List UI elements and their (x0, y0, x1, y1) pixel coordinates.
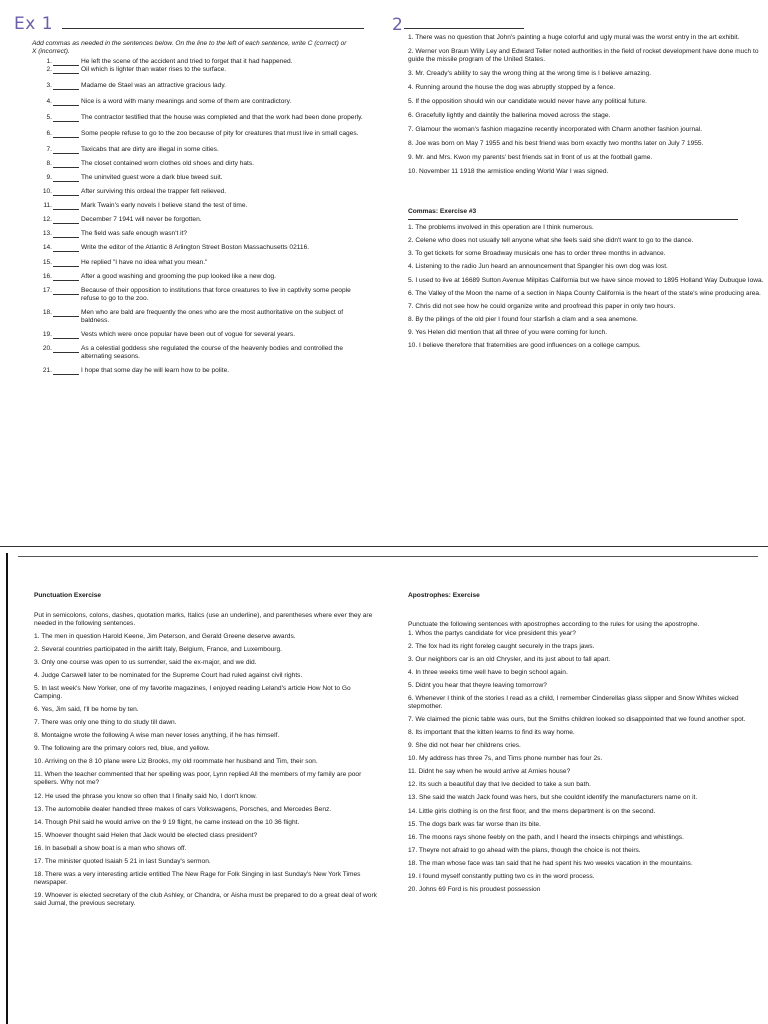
item-text: Men who are bald are frequently the ones who are the most authoritative on the subject of baldness. (81, 308, 344, 324)
header-rule (62, 28, 364, 29)
exercise-item (12, 82, 364, 90)
exercise-item (12, 273, 364, 281)
item-number: 17. (42, 286, 52, 294)
item-text: Vests which were once popular have been out of vogue for several years. (81, 330, 296, 338)
exercise-1-header (12, 16, 364, 36)
answer-blank[interactable] (53, 202, 79, 210)
exercise-item (12, 114, 364, 122)
exercise-item: 11. When the teacher commented that her spelling was poor, Lynn replied All the members of my family are poor spellers. Why not me? (34, 771, 362, 787)
exercise-item: 1. Whos the partys candidate for vice president this year? (408, 630, 576, 638)
handwritten-label-ex2: 2 (392, 15, 404, 35)
exercise-item (12, 331, 364, 339)
exercise-item: 4. Judge Carswell later to be nominated for the Supreme Court had ruled against civil rights. (34, 672, 303, 680)
exercise-item: 10. My address has three 7s, and Tims phone number has four 2s. (408, 755, 603, 763)
item-number: 9. (46, 174, 52, 182)
item-number: 15. (42, 258, 52, 266)
punctuation-instructions: Put in semicolons, colons, dashes, quotation marks, Italics (use an underline), and parentheses where ever they are needed in the following sentences. (34, 612, 373, 628)
exercise-item: 10. Arriving on the 8 10 plane were Liz Brooks, my old roommate her husband and Tim, their son. (34, 758, 318, 766)
item-number: 10. (42, 188, 52, 196)
exercise-item: 11. Didnt he say when he would arrive at Arnies house? (408, 768, 571, 776)
answer-blank[interactable] (53, 98, 79, 106)
item-text: As a celestial goddess she regulated the course of the heavenly bodies and controlled the alternating seasons. (81, 344, 344, 360)
answer-blank[interactable] (53, 259, 79, 267)
punctuation-title: Punctuation Exercise (34, 592, 102, 599)
exercise-item: 10. I believe therefore that fraternities are good influences on a college campus. (408, 341, 641, 349)
item-number: 13. (42, 230, 52, 238)
exercise-item: 9. Yes Helen did mention that all three of you were coming for lunch. (408, 328, 608, 336)
answer-blank[interactable] (53, 216, 79, 224)
answer-blank[interactable] (53, 114, 79, 122)
item-text: The uninvited guest wore a dark blue tweed suit. (81, 174, 223, 182)
exercise-item: 4. Running around the house the dog was abruptly stopped by a fence. (408, 84, 616, 92)
header-rule (404, 28, 524, 29)
item-number: 21. (42, 366, 52, 374)
item-number: 4. (46, 98, 52, 106)
exercise-item: 8. Montaigne wrote the following A wise man never loses anything, if he has himself. (34, 732, 280, 740)
exercise-item (12, 244, 364, 252)
exercise-item (12, 287, 364, 303)
exercise-item: 5. If the opposition should win our candidate would never have any political future. (408, 98, 647, 106)
item-number: 14. (42, 244, 52, 252)
exercise-item: 19. Whoever is elected secretary of the club Ashley, or Chandra, or Aisha must be prepared to do a great deal of work said Jumal, the previous secretary. (34, 891, 377, 907)
punctuation-exercise (34, 592, 379, 913)
item-number: 8. (46, 160, 52, 168)
section-rule (408, 219, 738, 220)
exercise-2-header (392, 15, 764, 35)
exercise-item (12, 216, 364, 224)
exercise-item: 6. Whenever I think of the stories I read as a child, I remember Cinderellas glass slipper and Snow Whites wicked stepmother. (408, 695, 739, 711)
item-text: The field was safe enough wasn't it? (81, 230, 188, 238)
exercise-item: 6. Gracefully lightly and daintily the ballerina moved across the stage. (408, 112, 611, 120)
exercise-item: 6. The Valley of the Moon the name of a section in Napa County California is the heart of the state's wine producing area. (408, 289, 761, 297)
exercise-item: 9. She did not hear her childrens cries. (408, 742, 521, 750)
item-text: He replied "I have no idea what you mean." (81, 258, 208, 266)
comma-exercise-2 (392, 15, 764, 355)
item-number: 6. (46, 130, 52, 138)
exercise-item: 12. He used the phrase you know so often that I finally said No, I don't know. (34, 792, 258, 800)
item-number: 11. (43, 202, 52, 210)
item-text: December 7 1941 will never be forgotten. (81, 216, 202, 224)
item-text: Because of their opposition to institutions that force creatures to live in captivity some people refuse to go to the zoo. (81, 286, 351, 302)
item-number: 1. (46, 58, 52, 66)
item-text: Nice is a word with many meanings and some of them are contradictory. (81, 98, 292, 106)
exercise-item: 8. Joe was born on May 7 1955 and his best friend was born exactly two months later on July 7 1955. (408, 140, 704, 148)
answer-blank[interactable] (53, 309, 79, 317)
answer-blank[interactable] (53, 331, 79, 339)
exercise-item: 5. In last week's New Yorker, one of my favorite magazines, I enjoyed reading Leland's article How Not to Go Camping. (34, 685, 351, 701)
exercise-item: 2. Several countries participated in the airlift Italy, Belgium, France, and Luxembourg. (34, 646, 283, 654)
answer-blank[interactable] (53, 66, 79, 74)
exercise-item: 19. I found myself constantly putting two cs in the word process. (408, 872, 595, 880)
answer-blank[interactable] (53, 82, 79, 90)
item-text: Taxicabs that are dirty are illegal in some cities. (81, 146, 219, 154)
exercise-item: 7. We claimed the picnic table was ours, but the Smiths children looked so disappointed that we found another spot. (408, 716, 746, 724)
answer-blank[interactable] (53, 367, 79, 375)
exercise-item: 16. The moons rays shone feebly on the path, and I heard the insects chirpings and whistlings. (408, 833, 684, 841)
exercise-item: 18. There was a very interesting article entitled The New Rage for Folk Singing in last Sunday's New York Times newspaper. (34, 870, 361, 886)
exercise-item (12, 146, 364, 154)
answer-blank[interactable] (53, 287, 79, 295)
exercise-item (12, 98, 364, 106)
answer-blank[interactable] (53, 230, 79, 238)
answer-blank[interactable] (53, 160, 79, 168)
exercise-item: 7. Glamour the woman's fashion magazine recently incorporated with Charm another fashion journal. (408, 126, 703, 134)
answer-blank[interactable] (53, 174, 79, 182)
exercise-item: 10. November 11 1918 the armistice ending World War I was signed. (408, 168, 609, 176)
exercise-item (12, 367, 364, 375)
exercise-item: 6. Yes, Jim said, I'll be home by ten. (34, 706, 139, 714)
item-number: 20. (42, 344, 52, 352)
punctuation-list (34, 633, 379, 908)
apostrophes-instructions: Punctuate the following sentences with apostrophes according to the rules for using the apostrophe. (408, 621, 700, 629)
exercise-item: 17. Theyre not afraid to go ahead with the plans, though the choice is not theirs. (408, 846, 641, 854)
exercise-item: 8. Its important that the kitten learns to find its way home. (408, 729, 575, 737)
exercise-item: 9. The following are the primary colors red, blue, and yellow. (34, 745, 210, 753)
exercise-item (12, 160, 364, 168)
item-text: After surviving this ordeal the trapper felt relieved. (81, 188, 227, 196)
exercise-item: 2. Celene who does not usually tell anyone what she feels said she didn't want to go to the dance. (408, 237, 694, 245)
answer-blank[interactable] (53, 188, 79, 196)
exercise-item (12, 66, 364, 74)
exercise-item: 20. Johns 69 Ford is his proudest possession (408, 885, 541, 893)
item-number: 7. (46, 146, 52, 154)
item-number: 2. (46, 66, 52, 74)
exercise-item: 3. Only one course was open to us surrender, said the ex-major, and we did. (34, 659, 257, 667)
answer-blank[interactable] (53, 58, 79, 66)
exercise-3-title: Commas: Exercise #3 (408, 208, 477, 216)
exercise-item: 15. The dogs bark was far worse than its bite. (408, 820, 541, 828)
item-number: 18. (42, 308, 52, 316)
page-divider (0, 546, 768, 547)
answer-blank[interactable] (53, 130, 79, 138)
exercise-item (12, 58, 364, 66)
exercise-item: 16. In baseball a show boat is a man who shows off. (34, 844, 187, 852)
exercise-item: 1. The men in question Harold Keene, Jim Peterson, and Gerald Greene deserve awards. (34, 633, 296, 641)
exercise-item: 4. In three weeks time well have to begin school again. (408, 669, 568, 677)
exercise-item: 3. To get tickets for some Broadway musicals one has to order three months in advance. (408, 250, 666, 258)
item-text: Some people refuse to go to the zoo because of pity for creatures that must live in small cages. (81, 130, 359, 138)
item-number: 3. (46, 82, 52, 90)
exercise-item: 3. Mr. Cready's ability to say the wrong thing at the wrong time is I believe amazing. (408, 70, 652, 78)
item-text: Madame de Stael was an attractive gracious lady. (81, 82, 227, 90)
item-text: Write the editor of the Atlantic 8 Arlington Street Boston Massachusetts 02116. (81, 244, 310, 252)
exercise-item (12, 174, 364, 182)
exercise-item (12, 259, 364, 267)
answer-blank[interactable] (53, 345, 79, 353)
exercise-item: 5. Didnt you hear that theyre leaving tomorrow? (408, 682, 547, 690)
exercise-2-list (392, 34, 764, 176)
exercise-item (12, 202, 364, 210)
exercise-item: 1. There was no question that John's painting a huge colorful and ugly mural was the worst entry in the art exhibit. (408, 34, 740, 41)
exercise-item: 9. Mr. and Mrs. Kwon my parents' best friends sat in front of us at the football game. (408, 154, 653, 162)
exercise-item (12, 345, 364, 361)
item-text: The contractor testified that the house was completed and that the work had been done properly. (81, 114, 363, 122)
exercise-1-list (12, 58, 364, 375)
item-text: After a good washing and grooming the pup looked like a new dog. (81, 272, 277, 280)
exercise-item: 7. There was only one thing to do study till dawn. (34, 719, 177, 727)
exercise-item: 14. Little girls clothing is on the first floor, and the mens department is on the second. (408, 807, 656, 815)
exercise-item: 14. Though Phil said he would arrive on the 9 19 flight, he came instead on the 10 36 flight. (34, 818, 300, 826)
scan-page-edge (6, 553, 8, 1024)
exercise-item: 2. The fox had its right foreleg caught securely in the traps jaws. (408, 643, 595, 651)
exercise-item: 7. Chris did not see how he could organize write and proofread this paper in only two hours. (408, 302, 676, 310)
exercise-item: 2. Werner von Braun Willy Ley and Edward Teller noted authorities in the field of rocket development have done much to guide the missile program of the United States. (408, 48, 759, 64)
exercise-item (12, 130, 364, 138)
exercise-item: 8. By the pilings of the old pier I found four starfish a clam and a sea anemone. (408, 315, 638, 323)
exercise-item: 18. The man whose face was tan said that he had spent his two weeks vacation in the mountains. (408, 859, 693, 867)
apostrophes-list (408, 630, 753, 894)
comma-exercise-1 (12, 16, 364, 375)
exercise-item: 3. Our neighbors car is an old Chrysler, and its just about to fall apart. (408, 656, 611, 664)
exercise-3-list (392, 224, 764, 349)
exercise-item: 13. The automobile dealer handled three makes of cars Volkswagens, Porsches, and Mercedes Benz. (34, 805, 332, 813)
exercise-item: 1. The problems involved in this operation are I think numerous. (408, 224, 594, 232)
page-divider (18, 556, 758, 557)
item-number: 19. (42, 330, 52, 338)
apostrophes-exercise (408, 592, 753, 899)
exercise-item: 17. The minister quoted Isaiah 5 21 in last Sunday's sermon. (34, 857, 211, 865)
item-number: 12. (42, 216, 52, 224)
exercise-item: 13. She said the watch Jack found was hers, but she couldnt identify the manufacturers name on it. (408, 794, 698, 802)
exercise-item: 5. I used to live at 16689 Sutton Avenue Milpitas California but we have since moved to 1895 Holland Way Dubuque Iowa. (408, 276, 764, 284)
item-number: 16. (42, 272, 52, 280)
exercise-item: 15. Whoever thought said Helen that Jack would be elected class president? (34, 831, 258, 839)
item-number: 5. (46, 114, 52, 122)
item-text: He left the scene of the accident and tried to forget that it had happened. (81, 58, 293, 66)
apostrophes-title: Apostrophes: Exercise (408, 592, 480, 599)
item-text: Oil which is lighter than water rises to the surface. (81, 66, 227, 74)
exercise-item: 12. Its such a beautiful day that Ive decided to take a sun bath. (408, 781, 591, 789)
exercise-item: 4. Listening to the radio Jun heard an announcement that Spangler his own dog was lost. (408, 263, 668, 271)
answer-blank[interactable] (53, 273, 79, 281)
item-text: I hope that some day he will learn how to be polite. (81, 366, 230, 374)
item-text: The closet contained worn clothes old shoes and dirty hats. (81, 160, 255, 168)
handwritten-label-ex1: Ex 1 (14, 14, 54, 34)
exercise-item (12, 188, 364, 196)
answer-blank[interactable] (53, 146, 79, 154)
answer-blank[interactable] (53, 244, 79, 252)
item-text: Mark Twain's early novels I believe stand the test of time. (81, 202, 248, 210)
exercise-item (12, 230, 364, 238)
exercise-item (12, 309, 364, 325)
exercise-1-instructions: Add commas as needed in the sentences below. On the line to the left of each sentence, write C (correct) or X (incorrect). (32, 40, 347, 56)
